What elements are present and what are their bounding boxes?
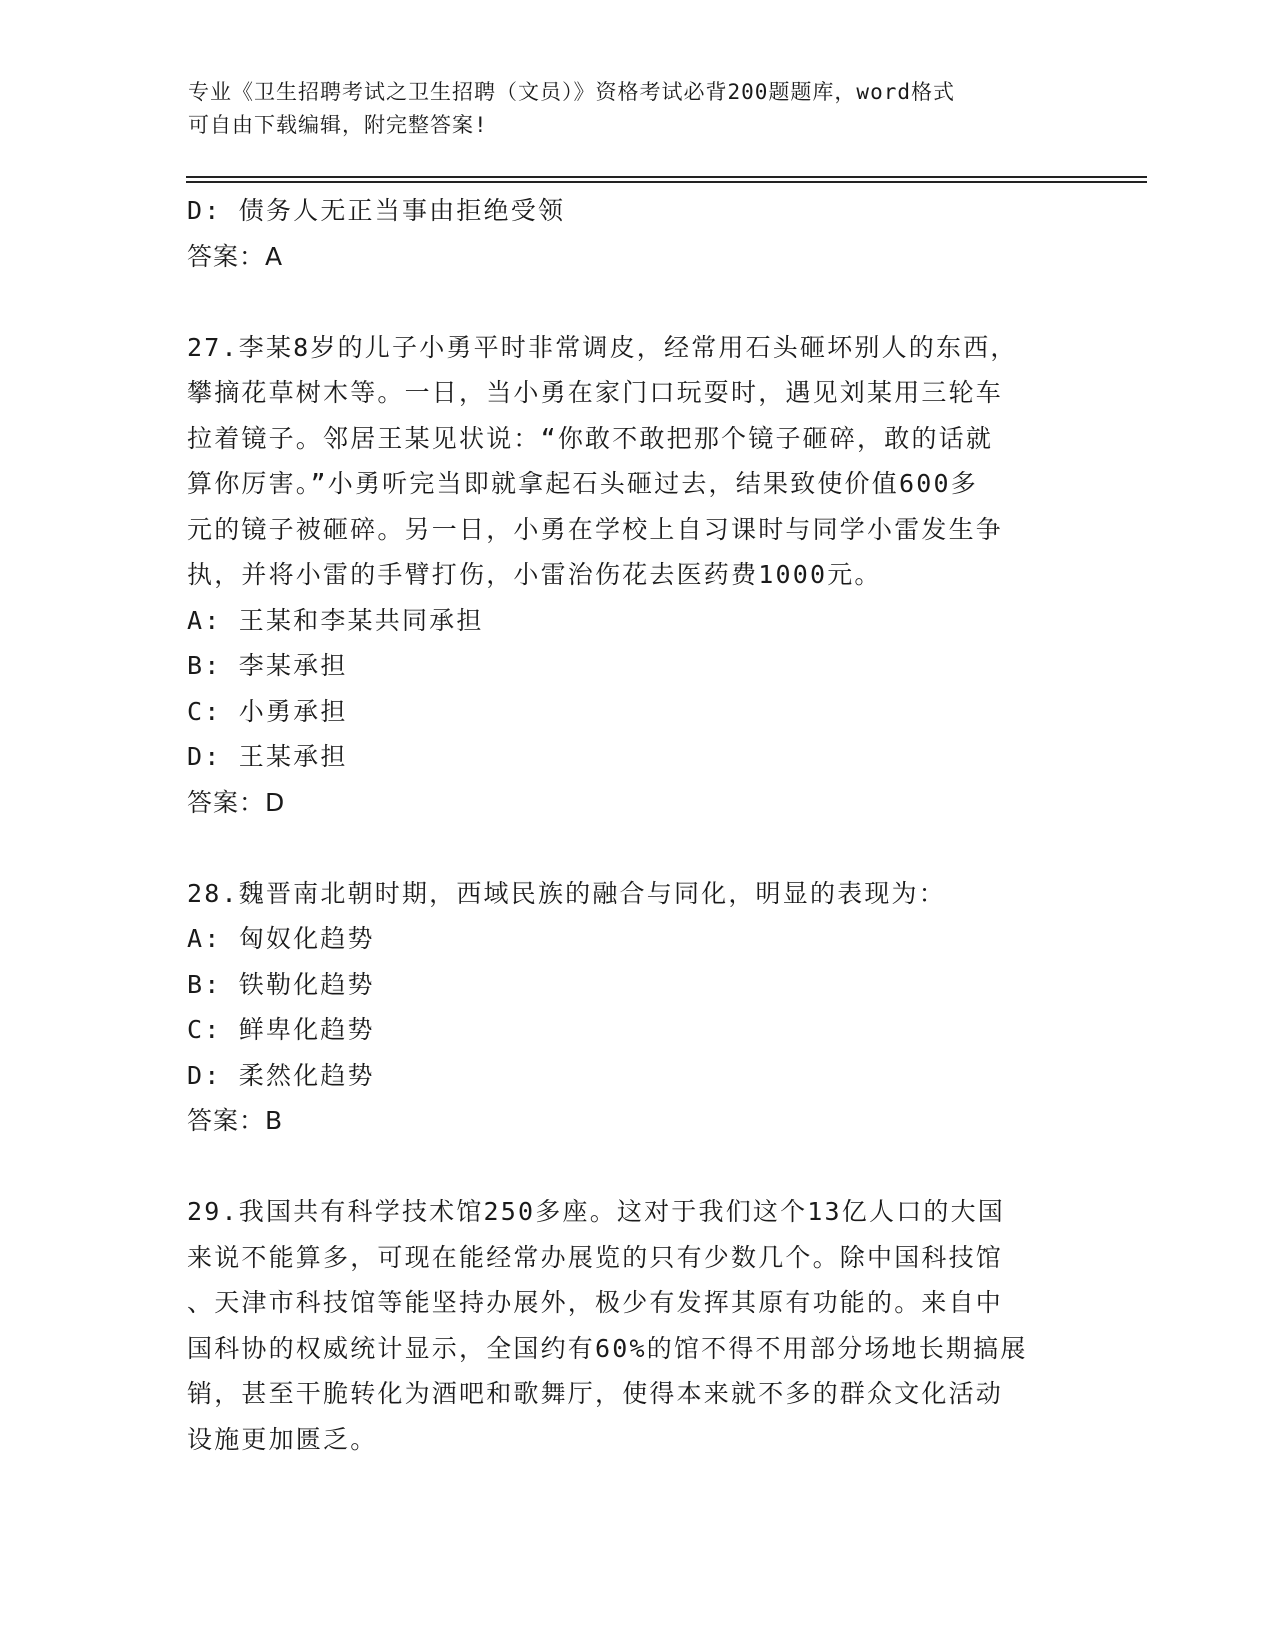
q27-answer: 答案：D <box>187 787 286 817</box>
q27-stem-line-4: 算你厉害。”小勇听完当即就拿起石头砸过去，结果致使价值600多 <box>187 469 978 498</box>
q27-stem-line-2: 攀摘花草树木等。一日，当小勇在家门口玩耍时，遇见刘某用三轮车 <box>187 378 1004 407</box>
q28-option-c: C: 鲜卑化趋势 <box>187 1015 375 1044</box>
q28-option-d: D: 柔然化趋势 <box>187 1060 375 1090</box>
spacer <box>187 825 1087 871</box>
q27-stem-line-6: 执，并将小雷的手臂打伤，小雷治伤花去医药费1000元。 <box>187 560 882 589</box>
q28-answer: 答案：B <box>187 1106 284 1135</box>
question-29 <box>187 1189 1087 1462</box>
question-27 <box>187 325 1087 826</box>
document-body <box>187 188 1087 1462</box>
q27-stem-line-5: 元的镜子被砸碎。另一日，小勇在学校上自习课时与同学小雷发生争 <box>187 514 1004 544</box>
header-line-2: 可自由下载编辑，附完整答案! <box>188 113 488 137</box>
prev-answer: 答案：A <box>187 241 284 271</box>
header-line-1: 专业《卫生招聘考试之卫生招聘（文员）》资格考试必背200题题库，word格式 <box>188 80 955 104</box>
q27-option-d: D: 王某承担 <box>187 742 348 771</box>
q27-option-c: C: 小勇承担 <box>187 696 348 726</box>
q29-stem-line-1: 29.我国共有科学技术馆250多座。这对于我们这个13亿人口的大国 <box>187 1197 1006 1226</box>
q27-stem-line-1: 27.李某8岁的儿子小勇平时非常调皮，经常用石头砸坏别人的东西， <box>187 332 1018 362</box>
page-header <box>188 76 1088 142</box>
q29-stem-line-6: 设施更加匮乏。 <box>187 1424 378 1454</box>
q27-stem-line-3: 拉着镜子。邻居王某见状说：“你敢不敢把那个镜子砸碎，敢的话就 <box>187 423 994 453</box>
q27-option-b: B: 李某承担 <box>187 651 348 680</box>
prev-option-d: D: 债务人无正当事由拒绝受领 <box>187 196 566 225</box>
spacer <box>187 279 1087 325</box>
header-rule-top <box>186 176 1147 178</box>
question-28 <box>187 871 1087 1144</box>
q27-option-a: A: 王某和李某共同承担 <box>187 605 484 635</box>
spacer <box>187 1144 1087 1190</box>
q28-option-a: A: 匈奴化趋势 <box>187 924 375 953</box>
q29-stem-line-3: 、天津市科技馆等能坚持办展外，极少有发挥其原有功能的。来自中 <box>187 1288 1004 1317</box>
q28-stem-line-1: 28.魏晋南北朝时期，西域民族的融合与同化，明显的表现为： <box>187 878 946 908</box>
q28-option-b: B: 铁勒化趋势 <box>187 969 375 999</box>
header-rule-bottom <box>186 181 1147 183</box>
q29-stem-line-5: 销，甚至干脆转化为酒吧和歌舞厅，使得本来就不多的群众文化活动 <box>187 1379 1004 1408</box>
q29-stem-line-2: 来说不能算多，可现在能经常办展览的只有少数几个。除中国科技馆 <box>187 1242 1004 1272</box>
q29-stem-line-4: 国科协的权威统计显示，全国约有60%的馆不得不用部分场地长期搞展 <box>187 1333 1028 1363</box>
